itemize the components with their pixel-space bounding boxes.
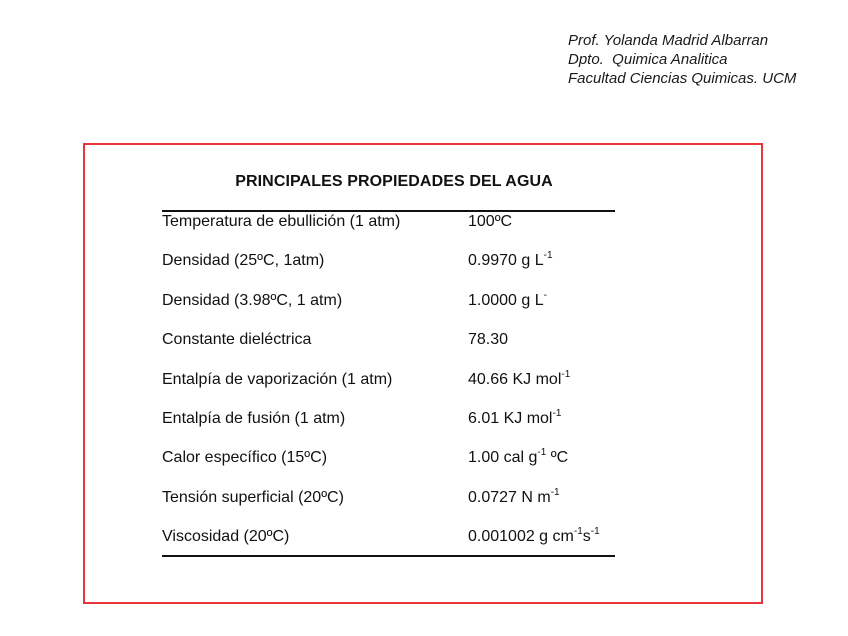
table-row [162,320,622,359]
property-value: 0.0727 N $m^{-1}$ [468,486,560,506]
property-label: Tensión superficial (20ºC) [162,488,344,506]
property-label: Viscosidad (20ºC) [162,528,290,546]
property-label: Densidad (3.98ºC, 1 atm) [162,291,343,309]
properties-table [162,202,622,557]
author-name: Prof. Yolanda Madrid Albarran [568,32,769,49]
property-label: Densidad (25ºC, 1atm) [162,252,325,270]
property-value: 78.30 [468,331,509,349]
table-row [162,360,622,399]
author-faculty: Facultad Ciencias Quimicas. UCM [568,70,797,87]
property-label: Temperatura de ebullición (1 atm) [162,213,401,230]
author-department: Dpto. Quimica Analitica [568,51,728,68]
property-label: Entalpía de vaporización (1 atm) [162,370,393,388]
table-row [162,399,622,438]
property-value: 0.001002 g $cm^{-1}s^{-1}$ [468,526,600,546]
table-row [162,478,622,517]
property-value: 100ºC [468,213,513,230]
property-label: Entalpía de fusión (1 atm) [162,409,346,427]
property-value: 40.66 KJ mol$^{-1}$ [468,368,571,388]
table-title: PRINCIPALES PROPIEDADES DEL AGUA [235,173,553,190]
author-block [568,31,796,88]
property-value: 1.00 cal $g^{-1}$ ºC [468,447,569,467]
property-value: 0.9970 g $L^{-1}$ [468,250,553,270]
property-value: 1.0000 g L- [468,289,547,309]
table-row [162,241,622,280]
property-label: Constante dieléctrica [162,331,312,349]
table-row [162,281,622,320]
property-label: Calor específico (15ºC) [162,449,328,467]
table-row [162,438,622,477]
property-value: 6.01 KJ mol$^{-1}$ [468,407,562,427]
table-row [162,517,622,556]
table-row [162,202,622,241]
